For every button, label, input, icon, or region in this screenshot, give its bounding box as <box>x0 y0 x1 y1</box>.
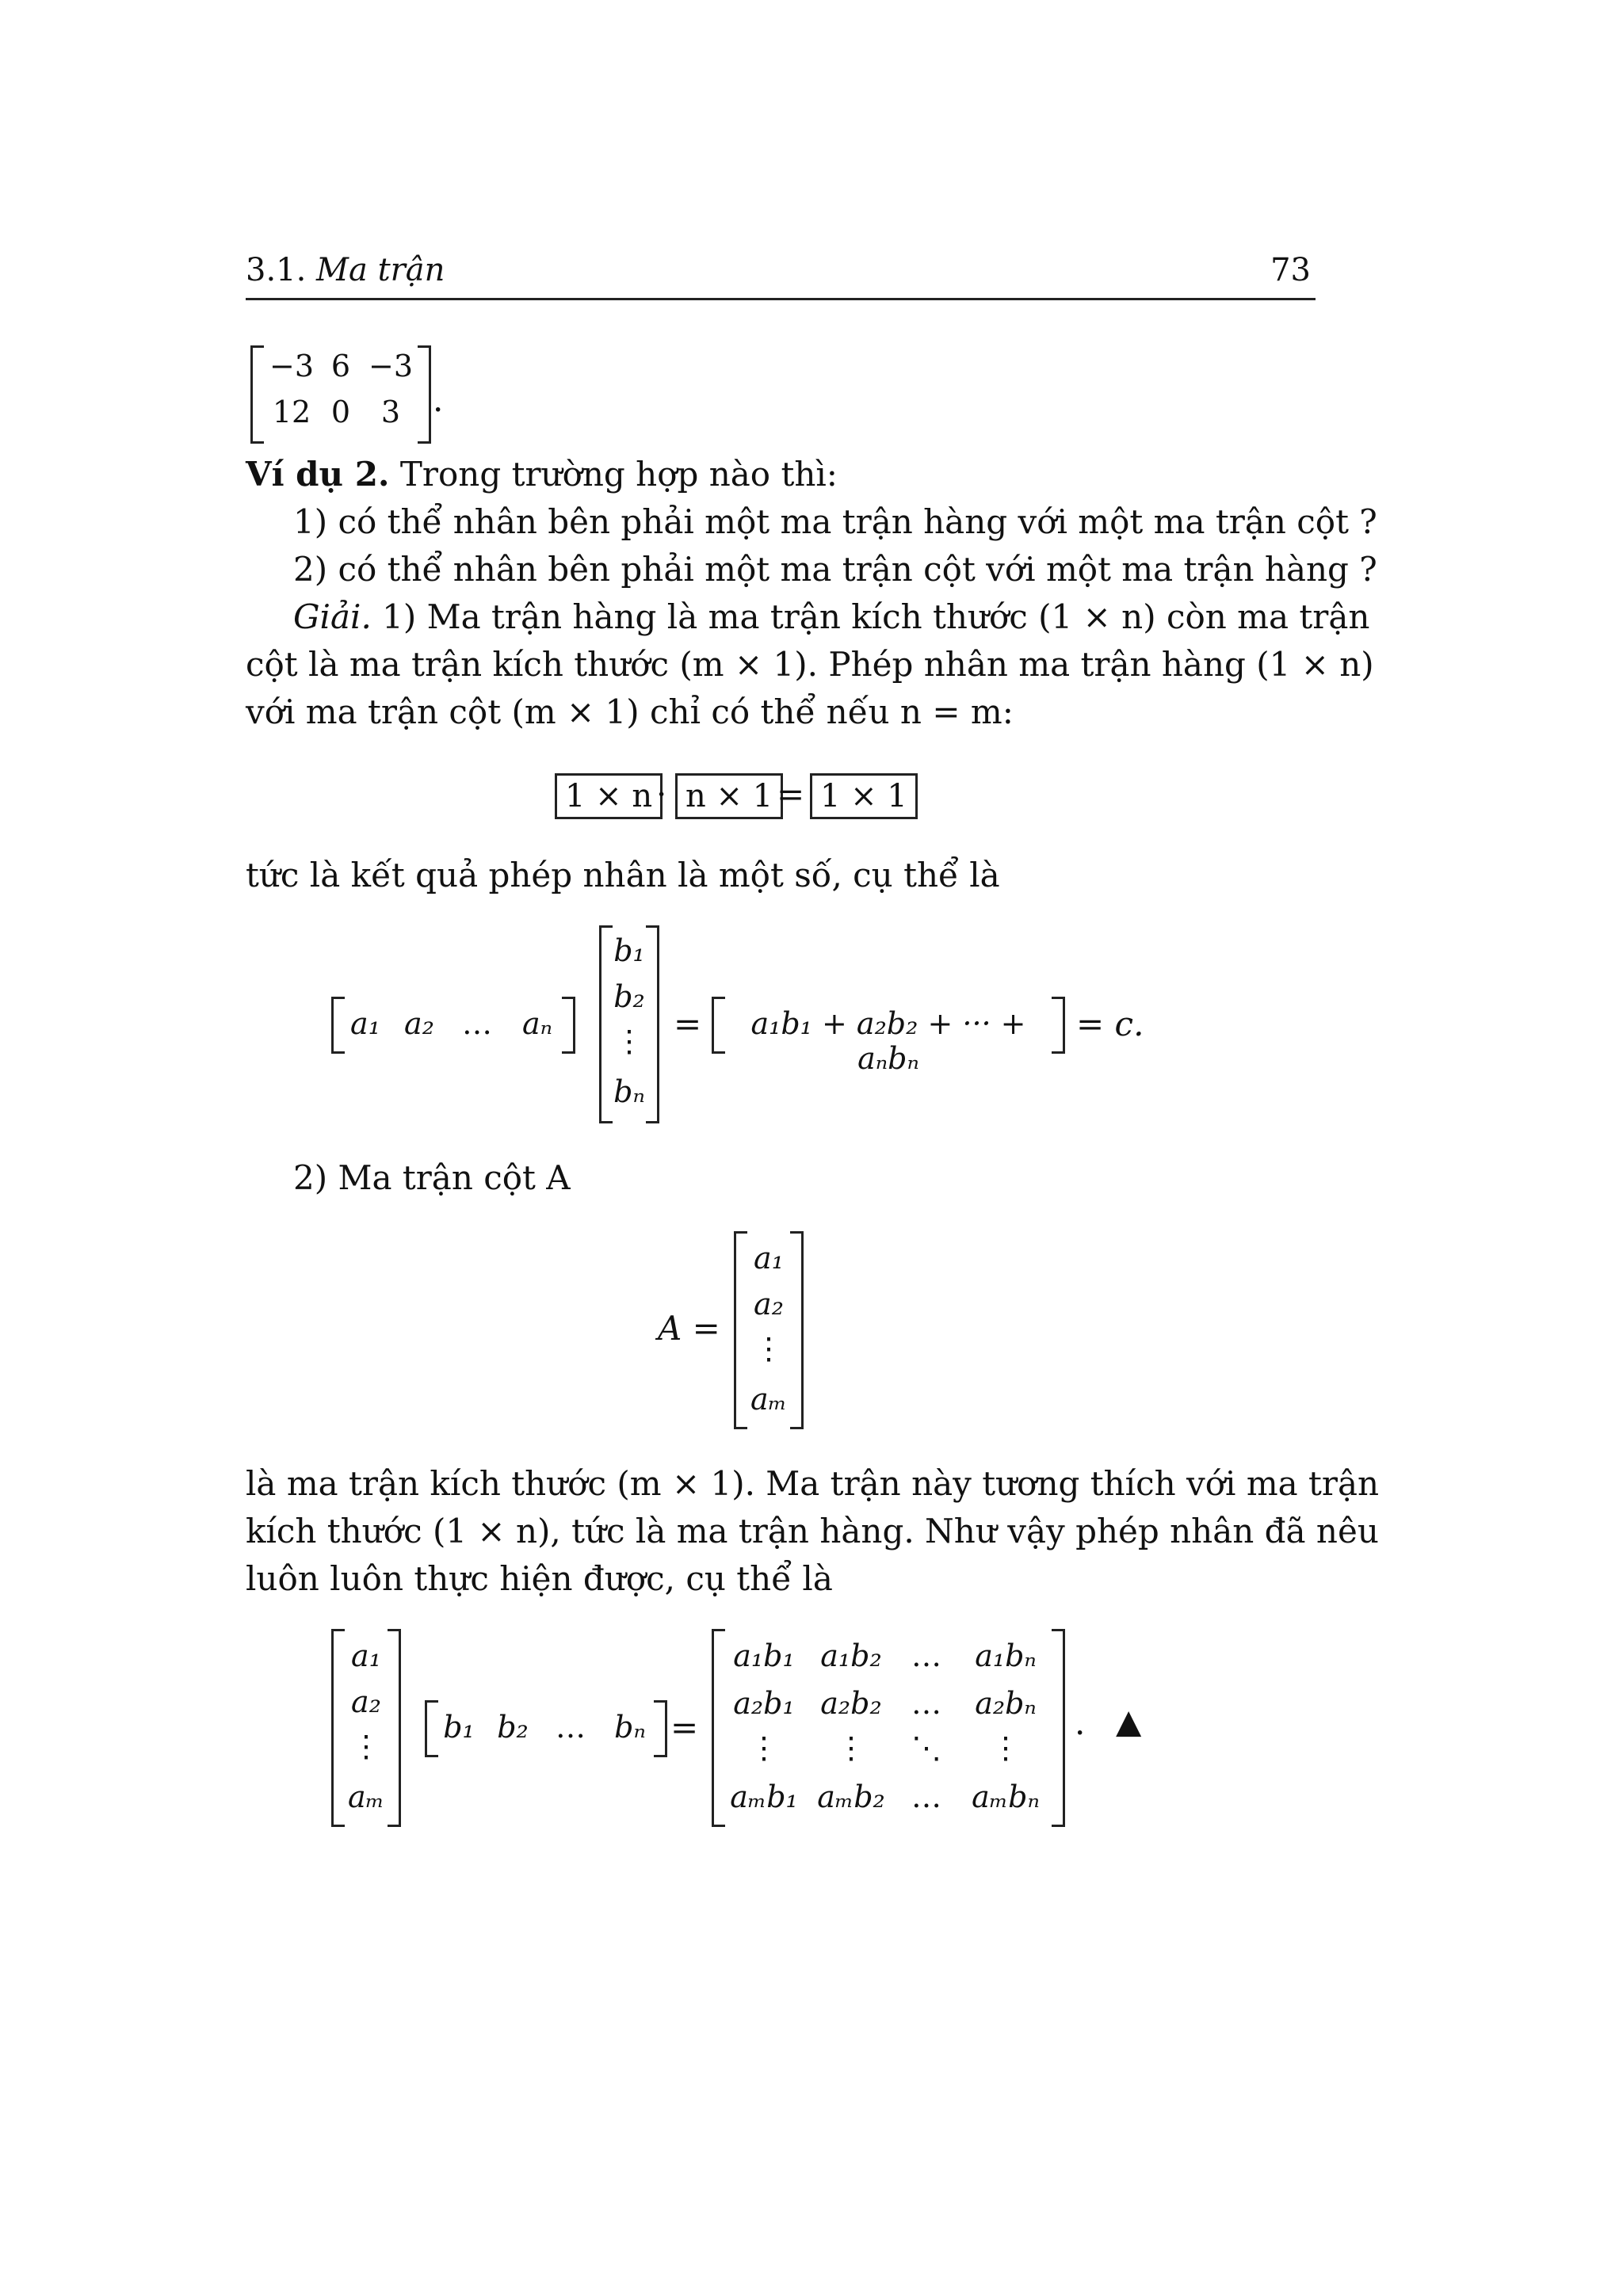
matrix-entry: ⋱ <box>911 1730 941 1765</box>
matrix-entry: a₁b₁ <box>733 1638 795 1673</box>
example-question: Trong trường hợp nào thì: <box>399 455 838 494</box>
outer-product-matrix <box>712 1629 1065 1827</box>
matrix-entry: b₁ <box>443 1710 475 1745</box>
matrix-cell: 0 <box>330 395 351 429</box>
matrix-entry: a₂ <box>754 1287 784 1322</box>
matrix-entry: b₂ <box>497 1710 529 1745</box>
section-heading <box>246 252 445 288</box>
matrix-entry: … <box>911 1638 941 1673</box>
matrix-entry: aₘb₂ <box>817 1779 885 1814</box>
solution-label: Giải. <box>293 597 372 636</box>
matrix-entry: ⋮ <box>836 1730 866 1765</box>
column-matrix-b <box>599 925 659 1123</box>
solution-line-3: với ma trận cột (m × 1) chỉ có thể nếu n = m: <box>246 692 1014 731</box>
matrix-entry: ⋮ <box>749 1730 779 1765</box>
matrix-entry: aₘ <box>750 1382 787 1417</box>
running-header <box>246 247 1316 300</box>
column-matrix-intro: 2) Ma trận cột A <box>293 1158 571 1197</box>
matrix-entry: a₁ <box>754 1241 784 1276</box>
matrix-a-label: A = <box>658 1309 720 1348</box>
dimension-box-col: n × 1 <box>675 773 783 819</box>
matrix-entry: a₁ <box>350 1006 380 1041</box>
compat-line-1: là ma trận kích thước (m × 1). Ma trận này tương thích với ma trận <box>246 1464 1380 1503</box>
matrix-entry: bₙ <box>613 1074 645 1109</box>
solution-line-1 <box>293 597 1369 636</box>
matrix-period: . <box>433 380 444 419</box>
equals-sign: = <box>674 1005 702 1043</box>
example-item-1: 1) có thể nhân bên phải một ma trận hàng với một ma trận cột ? <box>293 502 1377 541</box>
matrix-entry: a₂b₁ <box>733 1686 795 1721</box>
result-matrix <box>250 345 431 444</box>
matrix-entry: aₙ <box>521 1006 553 1041</box>
matrix-entry: … <box>462 1006 492 1041</box>
example-heading <box>246 455 838 494</box>
section-number: 3.1. <box>246 252 307 288</box>
matrix-entry: … <box>911 1686 941 1721</box>
example-item-2: 2) có thể nhân bên phải một ma trận cột với một ma trận hàng ? <box>293 550 1377 589</box>
sum-expression: a₁b₁ + a₂b₂ + ··· + aₙbₙ <box>750 1006 1026 1076</box>
matrix-cell: 3 <box>380 395 401 429</box>
matrix-cell: −3 <box>368 349 414 383</box>
matrix-entry: a₂ <box>404 1006 434 1041</box>
matrix-entry: aₘbₙ <box>972 1779 1040 1814</box>
page-number: 73 <box>1270 252 1311 288</box>
matrix-entry: ⋮ <box>614 1024 644 1058</box>
matrix-cell: 12 <box>272 395 311 429</box>
compat-line-2: kích thước (1 × n), tức là ma trận hàng. Như vậy phép nhân đã nêu <box>246 1512 1379 1550</box>
matrix-entry: b₁ <box>613 933 645 968</box>
result-sentence: tức là kết quả phép nhân là một số, cụ thể là <box>246 856 1000 894</box>
dimension-box-row: 1 × n <box>555 773 663 819</box>
compat-line-3: luôn luôn thực hiện được, cụ thể là <box>246 1559 833 1598</box>
dot-operator: · <box>656 775 667 814</box>
matrix-entry: bₙ <box>614 1710 646 1745</box>
scalar-matrix <box>712 997 1065 1076</box>
final-period: . <box>1075 1703 1086 1742</box>
matrix-entry: aₘb₁ <box>730 1779 798 1814</box>
end-of-proof-icon: ▲ <box>1116 1702 1142 1741</box>
row-matrix-a <box>331 997 575 1054</box>
matrix-entry: a₁ <box>351 1638 381 1673</box>
matrix-entry: … <box>556 1710 586 1745</box>
matrix-cell: −3 <box>269 349 315 383</box>
equals-sign: = <box>670 1708 699 1747</box>
section-title: Ma trận <box>316 252 445 288</box>
row-matrix-b <box>425 1700 667 1757</box>
column-matrix-a-2 <box>331 1629 401 1827</box>
matrix-entry: a₂bₙ <box>975 1686 1037 1721</box>
result-c: = c. <box>1076 1005 1144 1043</box>
matrix-entry: b₂ <box>613 979 645 1014</box>
matrix-entry: a₁b₂ <box>820 1638 882 1673</box>
matrix-entry: a₁bₙ <box>975 1638 1037 1673</box>
solution-text: 1) Ma trận hàng là ma trận kích thước (1 × n) còn ma trận <box>382 597 1370 636</box>
matrix-entry: ⋮ <box>991 1730 1021 1765</box>
matrix-entry: ⋮ <box>754 1331 784 1366</box>
example-label: Ví dụ 2. <box>246 455 390 494</box>
matrix-entry: a₂b₂ <box>820 1686 882 1721</box>
solution-line-2: cột là ma trận kích thước (m × 1). Phép nhân ma trận hàng (1 × n) <box>246 645 1374 684</box>
matrix-cell: 6 <box>330 349 351 383</box>
matrix-entry: ⋮ <box>351 1729 381 1764</box>
matrix-entry: … <box>911 1779 941 1814</box>
matrix-entry: aₘ <box>348 1779 384 1814</box>
matrix-entry: a₂ <box>351 1684 381 1719</box>
equals-sign: = <box>777 775 805 814</box>
dimension-box-result: 1 × 1 <box>810 773 918 819</box>
column-matrix-a <box>734 1231 804 1429</box>
